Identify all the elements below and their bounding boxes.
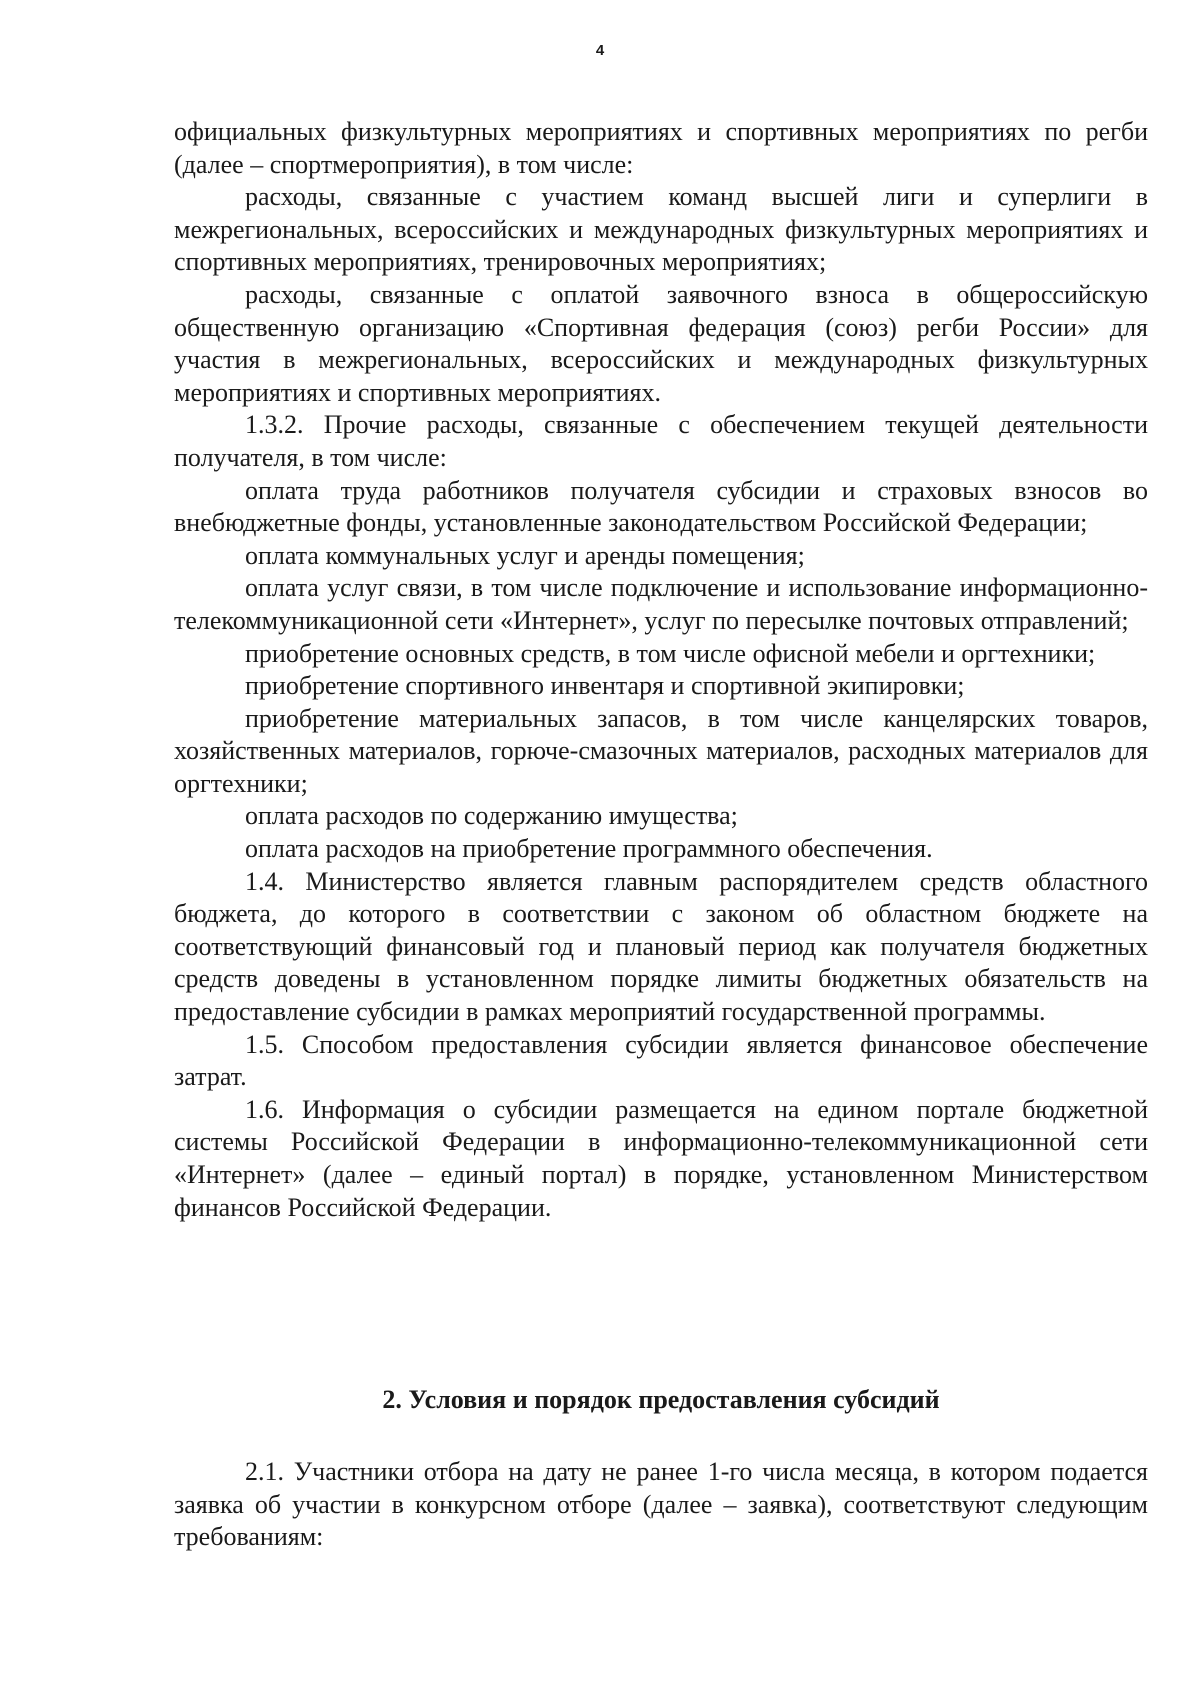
paragraph: оплата услуг связи, в том числе подключение и использование информационно-телекоммуникационной сети «Интернет», услуг по пересылке почтовых отправлений; — [174, 573, 1148, 635]
paragraph: 1.4. Министерство является главным распорядителем средств областного бюджета, до которого в соответствии с законом об областном бюджете на соответствующий финансовый год и плановый период как получателя бюджетных средств доведены в установленном порядке лимиты бюджетных обязательств на предоставление субсидии в рамках мероприятий государственной программы. — [174, 866, 1148, 1027]
paragraph: расходы, связанные с участием команд высшей лиги и суперлиги в межрегиональных, всероссийских и международных физкультурных мероприятиях и спортивных мероприятиях, тренировочных мероприятиях; — [174, 182, 1148, 277]
paragraph: оплата коммунальных услуг и аренды помещения; — [245, 540, 805, 570]
paragraph: приобретение спортивного инвентаря и спортивной экипировки; — [245, 671, 965, 701]
paragraph: расходы, связанные с оплатой заявочного взноса в общероссийскую общественную организацию «Спортивная федерация (союз) регби России» для участия в межрегиональных, всероссийских и международных физкультурных мероприятиях и спортивных мероприятиях. — [174, 279, 1148, 407]
paragraph: оплата расходов по содержанию имущества; — [245, 801, 738, 831]
paragraph: официальных физкультурных мероприятиях и спортивных мероприятиях по регби (далее – спортмероприятия), в том числе: — [174, 117, 1148, 179]
document-body — [174, 116, 1148, 1224]
paragraph: приобретение материальных запасов, в том числе канцелярских товаров, хозяйственных материалов, горюче-смазочных материалов, расходных материалов для оргтехники; — [174, 703, 1148, 798]
section-heading: 2. Условия и порядок предоставления субсидий — [382, 1385, 940, 1414]
paragraph: оплата труда работников получателя субсидии и страховых взносов во внебюджетные фонды, установленные законодательством Российской Федерации; — [174, 475, 1148, 538]
paragraph: приобретение основных средств, в том числе офисной мебели и оргтехники; — [245, 638, 1096, 668]
paragraph: 1.5. Способом предоставления субсидии является финансовое обеспечение затрат. — [174, 1029, 1148, 1092]
paragraph: 2.1. Участники отбора на дату не ранее 1-го числа месяца, в котором подается заявка об участии в конкурсном отборе (далее – заявка), соответствуют следующим требованиям: — [174, 1457, 1148, 1552]
paragraph: 1.3.2. Прочие расходы, связанные с обеспечением текущей деятельности получателя, в том числе: — [174, 410, 1148, 472]
paragraph: 1.6. Информация о субсидии размещается на едином портале бюджетной системы Российской Федерации в информационно-телекоммуникационной сети «Интернет» (далее – единый портал) в порядке, установленном Министерством финансов Российской Федерации. — [174, 1094, 1148, 1222]
page-number: 4 — [595, 42, 605, 59]
section-body — [174, 1456, 1148, 1554]
paragraph: оплата расходов на приобретение программного обеспечения. — [245, 834, 933, 864]
